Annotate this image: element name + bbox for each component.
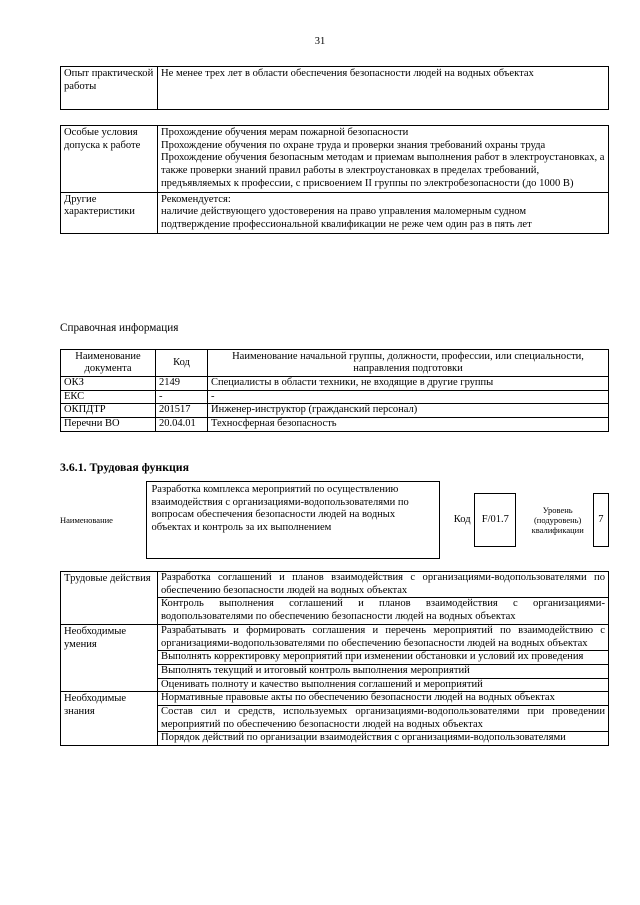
experience-label: Опыт практической работы [61,67,158,110]
knowledge-label: Необходимые знания [61,692,158,746]
skill-item: Выполнять корректировку мероприятий при изменении обстановки и условий их проведения [158,651,609,665]
table-row [61,417,609,431]
conditions-table [60,125,609,234]
other-item: Рекомендуется: [161,193,231,205]
skill-item: Разрабатывать и формировать соглашения и перечень мероприятий по взаимодействию с организациями-водопользователями по обеспечению безопасности людей на водных объектах [158,624,609,650]
reference-cell: 2149 [156,377,208,391]
other-item: подтверждение профессиональной квалификации не реже чем один раз в пять лет [161,218,532,230]
experience-value: Не менее трех лет в области обеспечения безопасности людей на водных объектах [158,67,609,110]
skill-item: Выполнять текущий и итоговый контроль выполнения мероприятий [158,664,609,678]
table-row [61,404,609,418]
special-item: Прохождение обучения мерам пожарной безопасности [161,127,409,138]
reference-cell: Специалисты в области техники, не входящие в другие группы [208,377,609,391]
function-name-value: Разработка комплекса мероприятий по осуществлению взаимодействия с организациями-водопользователями по вопросам обеспечения безопасности людей на водных объектах и контроль за их выполнением [146,481,440,559]
function-name-label: Наименование [60,514,113,525]
reference-table [60,349,609,432]
knowledge-item: Состав сил и средств, используемых организациями-водопользователями при проведении мероприятий по обеспечению безопасности людей на водных объектах [158,706,609,732]
reference-cell: 20.04.01 [156,417,208,431]
function-heading: 3.6.1. Трудовая функция [60,460,189,474]
reference-cell: ОКПДТР [61,404,156,418]
table-row [61,377,609,391]
reference-cell: Техносферная безопасность [208,417,609,431]
special-item: Прохождение обучения по охране труда и проверки знания требований охраны труда [161,139,546,151]
function-level-label: Уровень (подуровень) квалификации [531,504,584,536]
function-code-value: F/01.7 [474,493,516,547]
skill-item: Оценивать полноту и качество выполнения соглашений и мероприятий [158,678,609,692]
reference-cell: 201517 [156,404,208,418]
knowledge-item: Нормативные правовые акты по обеспечению безопасности людей на водных объектах [158,692,609,706]
function-level-value: 7 [593,493,609,547]
page-number: 31 [314,36,326,47]
special-conditions-value [158,126,609,193]
reference-header-name: Наименование начальной группы, должности, профессии, или специальности, направления подготовки [208,350,609,377]
special-item: Прохождение обучения безопасным методам и приемам выполнения работ в электроустановках, а также проверки знаний правил работы в электроустановках в пределах требований, предъявляемых к профессии, с присвоением II группы по электробезопасности (до 1000 В) [161,152,605,189]
function-header-table [60,481,609,559]
other-item: наличие действующего удостоверения на право управления маломерным судном [161,206,527,218]
reference-cell: - [208,390,609,404]
reference-cell: ОКЗ [61,377,156,391]
reference-cell: - [156,390,208,404]
other-characteristics-value [158,192,609,233]
reference-title: Справочная информация [60,322,179,334]
action-item: Контроль выполнения соглашений и планов взаимодействия с организациями-водопользователями по обеспечению безопасности людей на водных объектах [158,598,609,624]
knowledge-item: Порядок действий по организации взаимодействия с организациями-водопользователями [158,732,609,746]
actions-label: Трудовые действия [61,572,158,625]
action-item: Разработка соглашений и планов взаимодействия с организациями-водопользователями по обеспечению безопасности людей на водных объектах [158,572,609,598]
reference-header-code: Код [156,350,208,377]
reference-cell: Инженер-инструктор (гражданский персонал) [208,404,609,418]
reference-header-document: Наименование документа [61,350,156,377]
experience-table [60,66,609,110]
function-code-label: Код [453,513,471,525]
other-characteristics-label: Другие характеристики [61,192,158,233]
table-row [61,390,609,404]
reference-cell: Перечни ВО [61,417,156,431]
skills-label: Необходимые умения [61,624,158,692]
special-conditions-label: Особые условия допуска к работе [61,126,158,193]
function-details-table [60,571,609,746]
reference-cell: ЕКС [61,390,156,404]
